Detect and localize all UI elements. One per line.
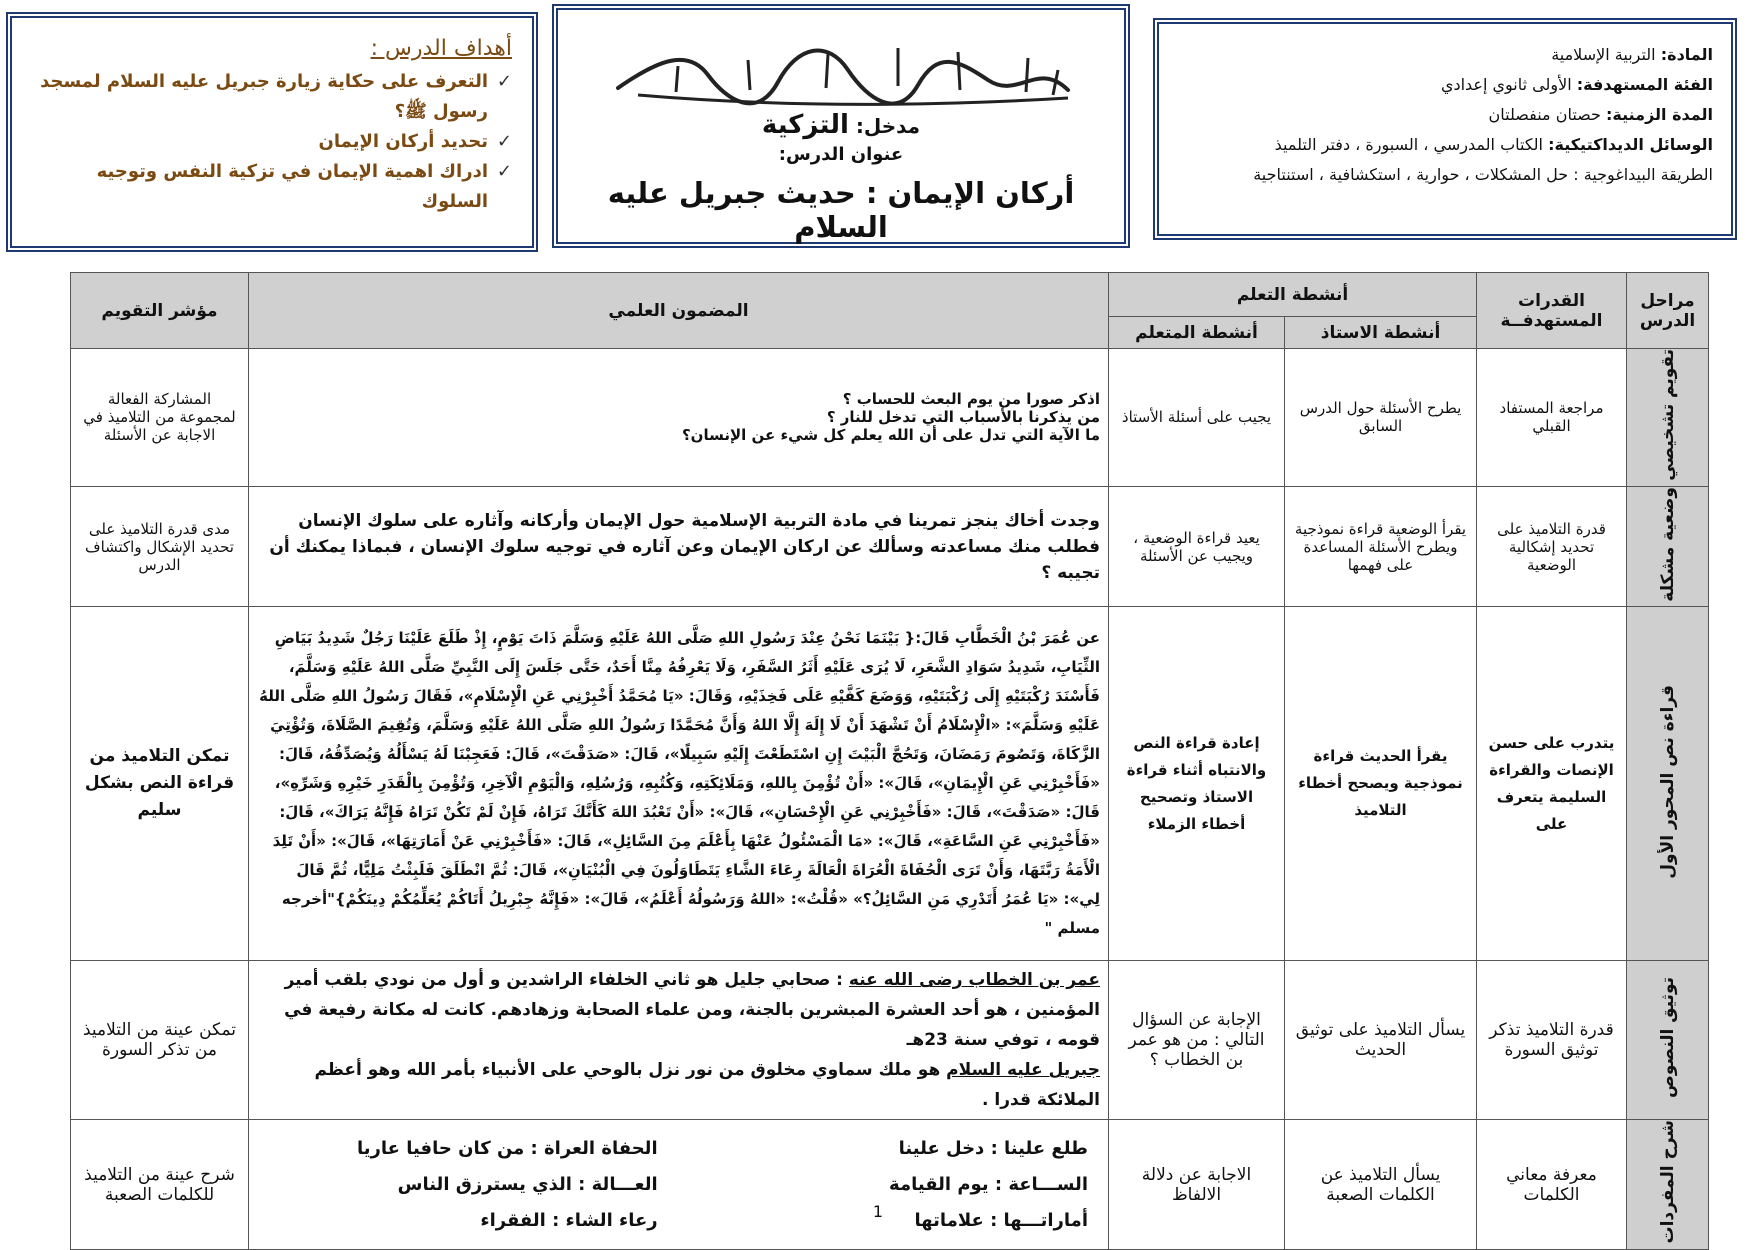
content-cell bbox=[249, 349, 1109, 487]
ability-cell: يتدرب على حسن الإنصات والقراءة السليمة يتعرف على bbox=[1477, 607, 1627, 961]
teacher-cell: يقرأ الحديث قراءة نموذجية ويصحح أخطاء التلاميذ bbox=[1285, 607, 1477, 961]
ability-cell: قدرة التلاميذ على تحديد إشكالية الوضعية bbox=[1477, 486, 1627, 607]
vocab-item: طلع علينا : دخل علينا bbox=[898, 1137, 1088, 1159]
vocab-item: رعاء الشاء : الفقراء bbox=[480, 1209, 658, 1231]
check-icon: ✓ bbox=[496, 161, 512, 182]
stage-label: تقويم تشخيصي bbox=[1657, 349, 1678, 481]
header-learner: أنشطة المتعلم bbox=[1109, 317, 1285, 349]
lesson-title-box bbox=[552, 4, 1130, 248]
stage-cell bbox=[1627, 486, 1709, 607]
content-line: اذكر صورا من يوم البعث للحساب ؟ bbox=[842, 390, 1100, 409]
learner-cell: الاجابة عن دلالة الالفاظ bbox=[1109, 1120, 1285, 1250]
vocab-column-left bbox=[257, 1131, 658, 1239]
content-line: من يذكرنا بالأسباب التي تدخل للنار ؟ bbox=[826, 408, 1100, 427]
header-teacher: أنشطة الاستاذ bbox=[1285, 317, 1477, 349]
jibril-heading: جبريل عليه السلام bbox=[946, 1060, 1100, 1081]
vocab-item: أماراتـــها : علاماتها bbox=[914, 1209, 1088, 1231]
stage-cell bbox=[1627, 607, 1709, 961]
goal-item bbox=[32, 157, 512, 217]
vocab-cell bbox=[249, 1120, 1109, 1250]
goals-list bbox=[32, 67, 512, 217]
vocab-item: العـــالة : الذي يسترزق الناس bbox=[397, 1173, 658, 1195]
lesson-plan-table bbox=[70, 272, 1709, 1250]
teacher-cell: يطرح الأسئلة حول الدرس السابق bbox=[1285, 349, 1477, 487]
duration-value: حصتان منفصلتان bbox=[1488, 105, 1601, 124]
method-label: الطريقة البيداغوجية : bbox=[1573, 165, 1713, 184]
goals-title: أهداف الدرس : bbox=[370, 36, 512, 61]
vocab-item: الحفاة العراة : من كان حافيا عاريا bbox=[357, 1137, 658, 1159]
eval-cell: شرح عينة من التلاميذ للكلمات الصعبة bbox=[71, 1120, 249, 1250]
page-number: 1 bbox=[872, 1202, 884, 1221]
method-line bbox=[1177, 160, 1713, 190]
table-row bbox=[71, 961, 1709, 1120]
duration-label: المدة الزمنية: bbox=[1606, 105, 1713, 124]
stage-label: وضعية مشكلة bbox=[1657, 486, 1678, 602]
header-activities: أنشطة التعلم bbox=[1109, 273, 1477, 317]
learner-cell: إعادة قراءة النص والانتباه أثناء قراءة الاستاذ وتصحيح أخطاء الزملاء bbox=[1109, 607, 1285, 961]
stage-cell bbox=[1627, 1120, 1709, 1250]
target-line bbox=[1177, 70, 1713, 100]
teacher-cell: يقرأ الوضعية قراءة نموذجية ويطرح الأسئلة المساعدة على فهمها bbox=[1285, 486, 1477, 607]
teacher-cell: يسأل التلاميذ عن الكلمات الصعبة bbox=[1285, 1120, 1477, 1250]
entry-value: التزكية bbox=[761, 110, 849, 140]
table-header-row bbox=[71, 273, 1709, 317]
means-line bbox=[1177, 130, 1713, 160]
stage-cell bbox=[1627, 349, 1709, 487]
lesson-goals-box bbox=[6, 12, 538, 252]
ability-cell: معرفة معاني الكلمات bbox=[1477, 1120, 1627, 1250]
header-abilities: القدرات المستهدفــة bbox=[1477, 273, 1627, 349]
stage-cell bbox=[1627, 961, 1709, 1120]
check-icon: ✓ bbox=[496, 71, 512, 92]
vocab-list bbox=[257, 1131, 1100, 1239]
goal-text: ادراك اهمية الإيمان في تزكية النفس وتوجيه السلوك bbox=[96, 161, 488, 212]
header-stages: مراحل الدرس bbox=[1627, 273, 1709, 349]
check-icon: ✓ bbox=[496, 131, 512, 152]
lesson-title-label: عنوان الدرس: bbox=[778, 144, 904, 165]
vocab-column-right bbox=[889, 1131, 1100, 1239]
content-cell: وجدت أخاك ينجز تمرينا في مادة التربية الإسلامية حول الإيمان وأركانه وآثاره على سلوك الإنسان فطلب منك مساعدته وسألك عن اركان الإيمان وعن آثاره في توجيه سلوك الإنسان ، فبماذا يمكنك أن تجيبه ؟ bbox=[249, 486, 1109, 607]
umar-heading: عمر بن الخطاب رضى الله عنه bbox=[848, 970, 1100, 991]
jibril-bio: هو ملك سماوي مخلوق من نور نزل بالوحي على الأنبياء بأمر الله وهو أعظم الملائكة قدرا . bbox=[314, 1060, 1100, 1111]
content-cell bbox=[249, 961, 1109, 1120]
stage-label: توثيق النصوص bbox=[1657, 977, 1678, 1099]
learner-cell: يجيب على أسئلة الأستاذ bbox=[1109, 349, 1285, 487]
goal-text: التعرف على حكاية زيارة جبريل عليه السلام لمسجد رسول ﷺ؟ bbox=[40, 71, 488, 122]
stage-label: شرح المفردات bbox=[1657, 1120, 1678, 1244]
umar-bio: : صحابي جليل هو ثاني الخلفاء الراشدين و أول من نودي بلقب أمير المؤمنين ، هو أحد العشرة المبشرين بالجنة، ومن علماء الصحابة وزهادهم. كانت له مكانة رفيعة في قومه ، توفي سنة 23هـ bbox=[284, 970, 1100, 1051]
basmala-calligraphy bbox=[598, 40, 1086, 110]
goal-text: تحديد أركان الإيمان bbox=[318, 131, 488, 152]
means-label: الوسائل الديداكتيكية: bbox=[1548, 135, 1713, 154]
ability-cell: مراجعة المستفاد القبلي bbox=[1477, 349, 1627, 487]
method-value: حل المشكلات ، حوارية ، استكشافية ، استنتاجية bbox=[1253, 165, 1569, 184]
target-value: الأولى ثانوي إعدادي bbox=[1440, 75, 1572, 94]
table-row bbox=[71, 1120, 1709, 1250]
eval-cell: مدى قدرة التلاميذ على تحديد الإشكال واكتشاف الدرس bbox=[71, 486, 249, 607]
content-line: ما الآية التي تدل على أن الله يعلم كل شيء عن الإنسان؟ bbox=[681, 426, 1100, 445]
table-row bbox=[71, 607, 1709, 961]
target-label: الفئة المستهدفة: bbox=[1576, 75, 1713, 94]
table-row bbox=[71, 486, 1709, 607]
means-value: الكتاب المدرسي ، السبورة ، دفتر التلميذ bbox=[1274, 135, 1543, 154]
header-eval: مؤشر التقويم bbox=[71, 273, 249, 349]
lesson-title: أركان الإيمان : حديث جبريل عليه السلام bbox=[607, 176, 1075, 244]
header-content: المضمون العلمي bbox=[249, 273, 1109, 349]
eval-cell: تمكن التلاميذ من قراءة النص بشكل سليم bbox=[71, 607, 249, 961]
learner-cell: يعيد قراءة الوضعية ، ويجيب عن الأسئلة bbox=[1109, 486, 1285, 607]
entry-line bbox=[558, 110, 1124, 140]
learner-cell: الإجابة عن السؤال التالي : من هو عمر بن الخطاب ؟ bbox=[1109, 961, 1285, 1120]
subject-value: التربية الإسلامية bbox=[1551, 45, 1656, 64]
goal-item bbox=[32, 67, 512, 127]
duration-line bbox=[1177, 100, 1713, 130]
goal-item bbox=[32, 127, 512, 157]
stage-label: قراءة نص المحور الأول bbox=[1657, 684, 1678, 879]
entry-label: مدخل: bbox=[855, 114, 921, 138]
lesson-info-box bbox=[1153, 18, 1737, 240]
vocab-item: الســـاعة : يوم القيامة bbox=[889, 1173, 1088, 1195]
subject-label: المادة: bbox=[1660, 45, 1713, 64]
eval-cell: المشاركة الفعالة لمجموعة من التلاميذ في الاجابة عن الأسئلة bbox=[71, 349, 249, 487]
eval-cell: تمكن عينة من التلاميذ من تذكر السورة bbox=[71, 961, 249, 1120]
teacher-cell: يسأل التلاميذ على توثيق الحديث bbox=[1285, 961, 1477, 1120]
ability-cell: قدرة التلاميذ تذكر توثيق السورة bbox=[1477, 961, 1627, 1120]
table-row bbox=[71, 349, 1709, 487]
subject-line bbox=[1177, 40, 1713, 70]
hadith-text: عن عُمَرَ بْنُ الْخَطَّابِ قَالَ:{ بَيْنَمَا نَحْنُ عِنْدَ رَسُولِ اللهِ صَلَّى اللهُ عَلَيْهِ وَسَلَّمَ ذَاتَ يَوْمٍ، إِذْ طَلَعَ عَلَيْنَا رَجُلٌ شَدِيدُ بَيَاضِ الثِّيَابِ، شَدِيدُ سَوَادِ الشَّعَرِ، لَا يُرَى عَلَيْهِ أَثَرُ السَّفَرِ، وَلَا يَعْرِفُهُ مِنَّا أَحَدٌ، حَتَّى جَلَسَ إِلَى النَّبِيِّ صَلَّى اللهُ عَلَيْهِ وَسَلَّمَ، فَأَسْنَدَ رُكْبَتَيْهِ إِلَى رُكْبَتَيْهِ، وَوَضَعَ كَفَّيْهِ عَلَى فَخِذَيْهِ، وَقَالَ: «يَا مُحَمَّدُ أَخْبِرْنِي عَنِ الْإِسْلَامِ»، فَقَالَ رَسُولُ اللهِ صَلَّى اللهُ عَلَيْهِ وَسَلَّمَ»: «الْإِسْلَامُ أَنْ تَشْهَدَ أَنْ لَا إِلَهَ إِلَّا اللهُ وَأَنَّ مُحَمَّدًا رَسُولُ اللهِ صَلَّى اللهُ عَلَيْهِ وَسَلَّمَ، وَتُقِيمَ الصَّلَاةَ، وَتُؤْتِيَ الزَّكَاةَ، وَتَصُومَ رَمَضَانَ، وَتَحُجَّ الْبَيْتَ إِنِ اسْتَطَعْتَ إِلَيْهِ سَبِيلًا»، قَالَ: «صَدَقْتَ»، قَالَ: فَعَجِبْنَا لَهُ يَسْأَلُهُ وَيُصَدِّقُهُ، قَالَ: «فَأَخْبِرْنِي عَنِ الْإِيمَانِ»، قَالَ»: «أَنْ تُؤْمِنَ بِاللهِ، وَمَلَائِكَتِهِ، وَكُتُبِهِ، وَرُسُلِهِ، وَالْيَوْمِ الْآخِرِ، وَتُؤْمِنَ بِالْقَدَرِ خَيْرِهِ وَشَرِّهِ»، قَالَ: «صَدَقْتَ»، قَالَ: «فَأَخْبِرْنِي عَنِ الْإِحْسَانِ»، قَالَ»: «أَنْ تَعْبُدَ اللهَ كَأَنَّكَ تَرَاهُ، فَإِنْ لَمْ تَكُنْ تَرَاهُ فَإِنَّهُ يَرَاكَ»، قَالَ: «فَأَخْبِرْنِي عَنِ السَّاعَةِ»، قَالَ»: «مَا الْمَسْئُولُ عَنْهَا بِأَعْلَمَ مِنَ السَّائِلِ»، قَالَ: «فَأَخْبِرْنِي عَنْ أَمَارَتِهَا»، قَالَ»: «أَنْ تَلِدَ الْأَمَةُ رَبَّتَهَا، وَأَنْ تَرَى الْحُفَاةَ الْعُرَاةَ الْعَالَةَ رِعَاءَ الشَّاءِ يَتَطَاوَلُونَ فِي الْبُنْيَانِ»، قَالَ: ثُمَّ انْطَلَقَ فَلَبِثْتُ مَلِيًّا، ثُمَّ قَالَ لِي»: «يَا عُمَرُ أَتَدْرِي مَنِ السَّائِلُ؟» «قُلْتُ»: «اللهُ وَرَسُولُهُ أَعْلَمُ»، قَالَ»: «فَإِنَّهُ جِبْرِيلُ أَتَاكُمْ يُعَلِّمُكُمْ دِينَكُمْ}"أخرجه مسلم " bbox=[249, 607, 1109, 961]
